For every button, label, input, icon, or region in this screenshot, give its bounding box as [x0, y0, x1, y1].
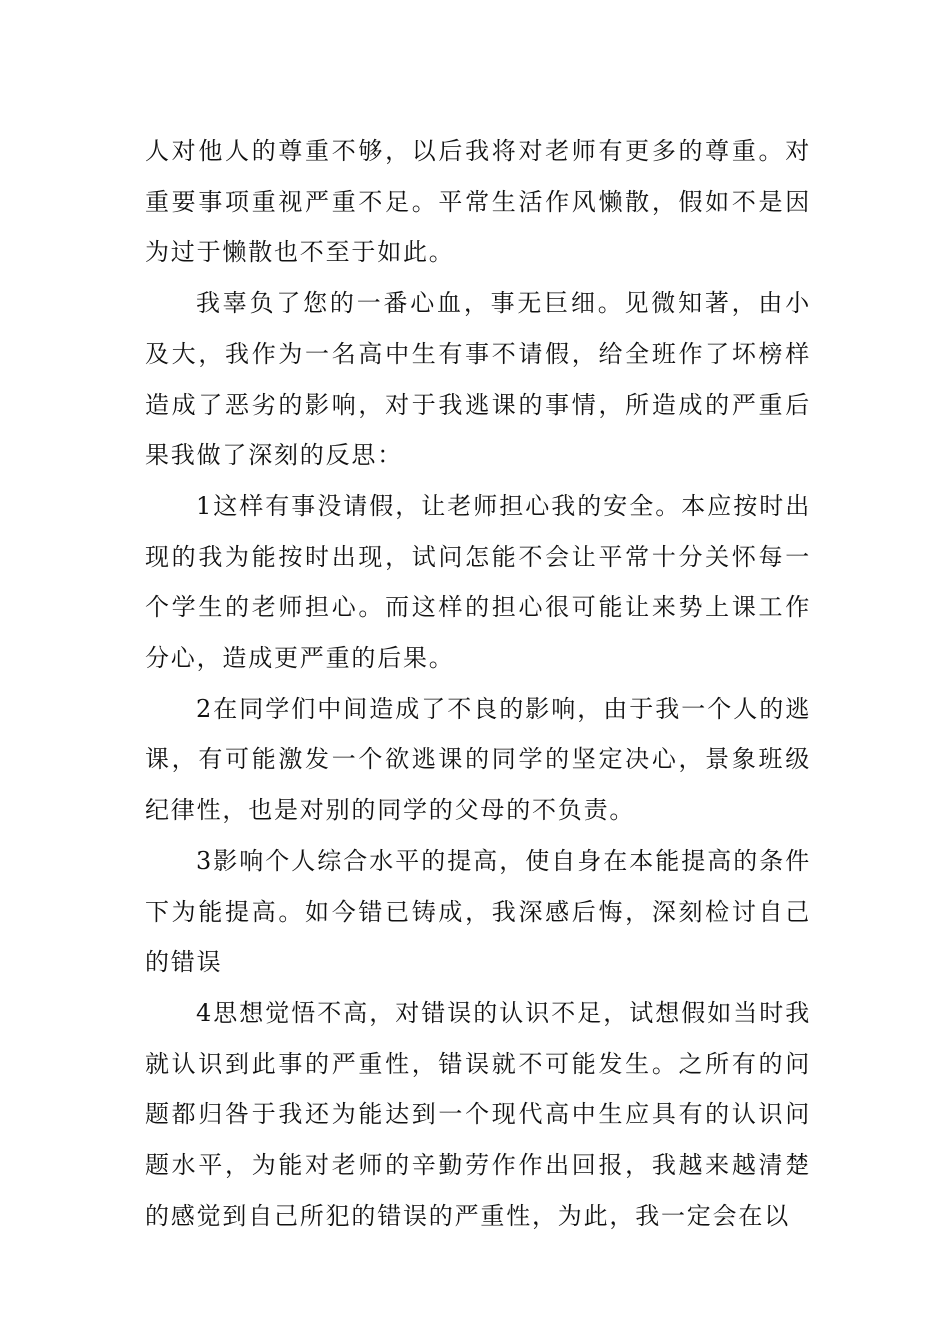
- paragraph-point-3: 3影响个人综合水平的提高，使自身在本能提高的条件下为能提高。如今错已铸成，我深感后悔，深刻检讨自己的错误: [145, 846, 811, 977]
- paragraph-continuation: 人对他人的尊重不够，以后我将对老师有更多的尊重。对重要事项重视严重不足。平常生活作风懒散，假如不是因为过于懒散也不至于如此。: [145, 137, 811, 267]
- paragraph-point-1: 1这样有事没请假，让老师担心我的安全。本应按时出现的我为能按时出现，试问怎能不会让平常十分关怀每一个学生的老师担心。而这样的担心很可能让来势上课工作分心，造成更严重的后果。: [145, 491, 811, 673]
- paragraph-point-4: 4思想觉悟不高，对错误的认识不足，试想假如当时我就认识到此事的严重性，错误就不可能发生。之所有的问题都归咎于我还为能达到一个现代高中生应具有的认识问题水平，为能对老师的辛勤劳作作出回报，我越来越清楚的感觉到自己所犯的错误的严重性，为此，我一定会在以: [145, 998, 811, 1230]
- document-body: [145, 126, 811, 1241]
- paragraph-reflection-intro: 我辜负了您的一番心血，事无巨细。见微知著，由小及大，我作为一名高中生有事不请假，给全班作了坏榜样造成了恶劣的影响，对于我逃课的事情，所造成的严重后果我做了深刻的反思：: [145, 289, 811, 470]
- paragraph-point-2: 2在同学们中间造成了不良的影响，由于我一个人的逃课，有可能激发一个欲逃课的同学的坚定决心，景象班级纪律性，也是对别的同学的父母的不负责。: [145, 694, 811, 825]
